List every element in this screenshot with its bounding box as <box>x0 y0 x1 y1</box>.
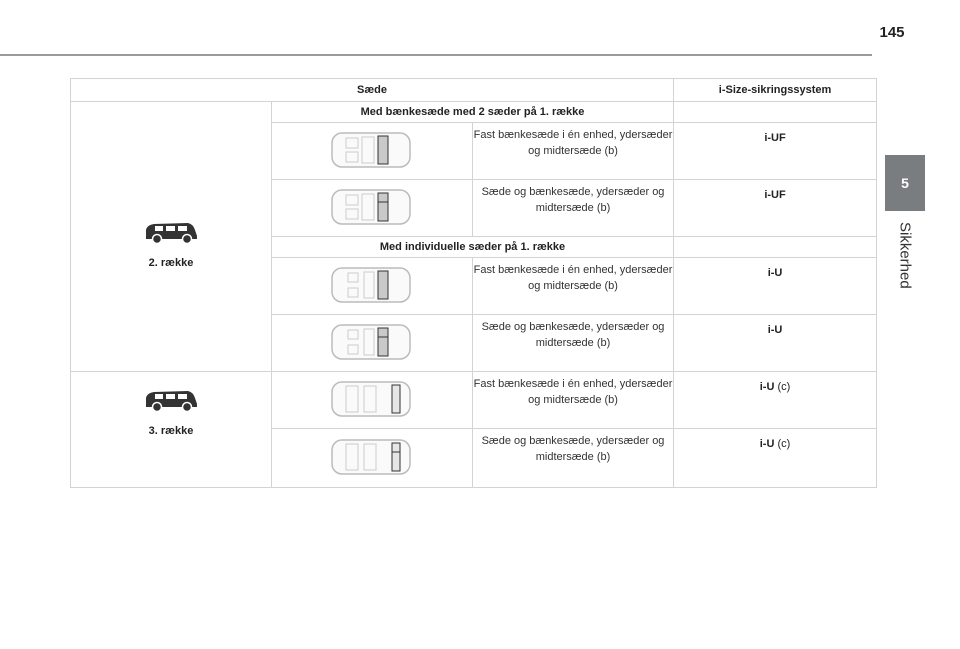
isize-value <box>674 258 877 315</box>
empty-cell <box>674 237 877 258</box>
isize-value-text: i-UF <box>764 132 786 144</box>
page-number: 145 <box>879 24 905 41</box>
table-row <box>71 372 877 429</box>
config-description: Sæde og bænkesæde, ydersæder og midtersæde (b) <box>473 429 674 488</box>
seat-layout-diagram <box>272 123 473 180</box>
config-description: Fast bænkesæde i én enhed, ydersæder og midtersæde (b) <box>473 258 674 315</box>
group-heading: Med individuelle sæder på 1. række <box>272 237 674 258</box>
config-description: Fast bænkesæde i én enhed, ydersæder og midtersæde (b) <box>473 123 674 180</box>
seat-layout-diagram <box>272 429 473 488</box>
header-seat: Sæde <box>71 79 674 102</box>
isize-value-text: i-U <box>767 267 783 279</box>
isize-value-text: i-U <box>759 381 775 393</box>
chapter-title <box>890 222 920 302</box>
isize-value-text: i-U <box>759 438 775 450</box>
seat-layout-diagram <box>272 258 473 315</box>
minivan-icon <box>71 218 271 249</box>
isize-note: (c) <box>777 381 791 393</box>
isize-value <box>674 372 877 429</box>
isize-note: (c) <box>777 438 791 450</box>
isize-value <box>674 315 877 372</box>
isize-value <box>674 180 877 237</box>
chapter-title-text: Sikkerhed <box>896 222 914 289</box>
row-label: 2. række <box>148 257 194 269</box>
header-rule <box>0 54 872 56</box>
isize-value-text: i-U <box>767 324 783 336</box>
chapter-tab[interactable]: 5 <box>885 155 925 211</box>
group-heading: Med bænkesæde med 2 sæder på 1. række <box>272 102 674 123</box>
config-description: Fast bænkesæde i én enhed, ydersæder og midtersæde (b) <box>473 372 674 429</box>
row-label-cell-2 <box>71 102 272 372</box>
config-description: Sæde og bænkesæde, ydersæder og midtersæde (b) <box>473 180 674 237</box>
seat-layout-diagram <box>272 372 473 429</box>
isize-seat-table <box>70 78 877 488</box>
empty-cell <box>674 102 877 123</box>
table-header-row <box>71 79 877 102</box>
row-label: 3. række <box>148 425 194 437</box>
row-label-cell-3 <box>71 372 272 488</box>
seat-layout-diagram <box>272 315 473 372</box>
header-system: i-Size-sikringssystem <box>674 79 877 102</box>
isize-value <box>674 123 877 180</box>
isize-value-text: i-UF <box>764 189 786 201</box>
group-heading-row <box>71 102 877 123</box>
config-description: Sæde og bænkesæde, ydersæder og midtersæde (b) <box>473 315 674 372</box>
minivan-icon <box>71 386 271 417</box>
isize-value <box>674 429 877 488</box>
seat-layout-diagram <box>272 180 473 237</box>
